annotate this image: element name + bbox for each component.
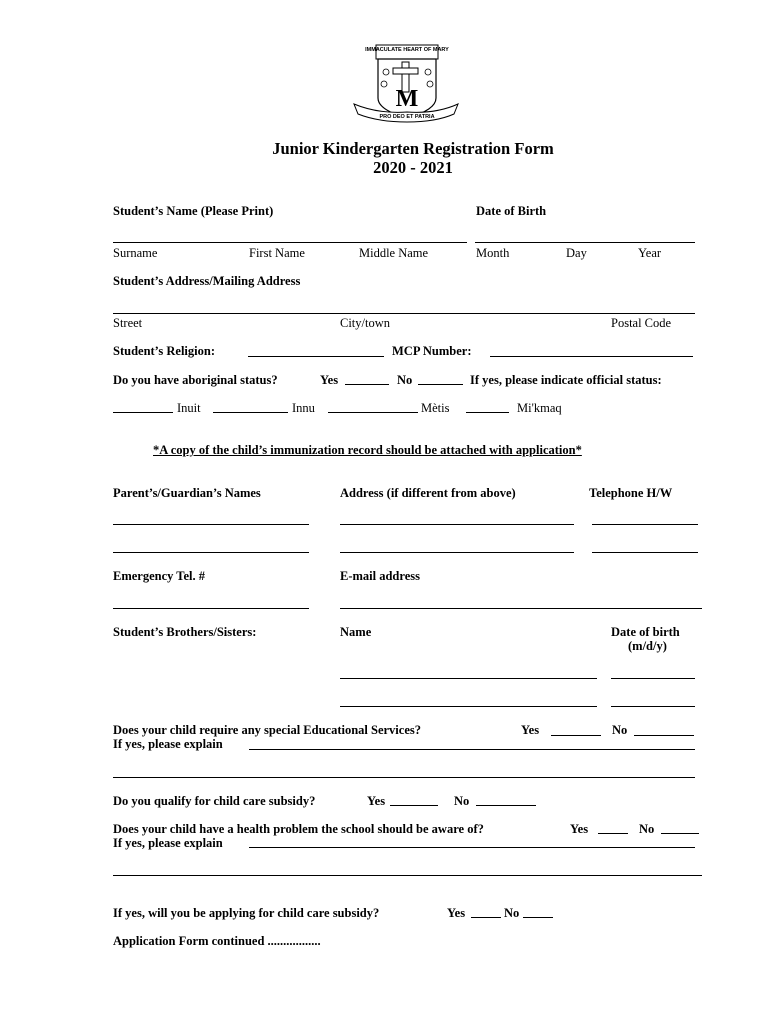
sibling-dob-field-2[interactable] [611, 706, 695, 707]
applying-no-field[interactable] [523, 917, 553, 918]
email-field[interactable] [340, 608, 702, 609]
surname-label: Surname [113, 246, 158, 260]
subsidy-no-field[interactable] [476, 805, 536, 806]
health-question: Does your child have a health problem the school should be aware of? [113, 822, 484, 836]
middle-name-label: Middle Name [359, 246, 429, 260]
special-ed-yes-field[interactable] [551, 735, 601, 736]
crest-top-text: IMMACULATE HEART OF MARY [365, 47, 449, 53]
religion-label: Student’s Religion: [113, 344, 215, 358]
school-crest-logo [348, 44, 464, 128]
address-label: Student’s Address/Mailing Address [113, 274, 301, 288]
subsidy-question: Do you qualify for child care subsidy? [113, 794, 316, 808]
form-title: Junior Kindergarten Registration Form [272, 139, 554, 158]
special-ed-explain-field-2[interactable] [113, 777, 695, 778]
metis-label: Mètis [421, 401, 450, 415]
subsidy-yes-label: Yes [367, 794, 386, 808]
health-no-field[interactable] [661, 833, 699, 834]
mcp-field[interactable] [490, 356, 693, 357]
applying-yes-label: Yes [447, 906, 466, 920]
aboriginal-status-label: If yes, please indicate official status: [470, 373, 662, 387]
subsidy-no-label: No [454, 794, 470, 808]
city-label: City/town [340, 316, 391, 330]
siblings-label: Student’s Brothers/Sisters: [113, 625, 257, 639]
parent-address-field-1[interactable] [340, 524, 574, 525]
innu-field[interactable] [213, 412, 288, 413]
special-ed-no-label: No [612, 723, 628, 737]
sibling-dob-field-1[interactable] [611, 678, 695, 679]
subsidy-yes-field[interactable] [390, 805, 438, 806]
parent-address-field-2[interactable] [340, 552, 574, 553]
form-continued-label: Application Form continued ................. [113, 934, 321, 948]
special-ed-question: Does your child require any special Educational Services? [113, 723, 421, 737]
special-ed-no-field[interactable] [634, 735, 694, 736]
address-field[interactable] [113, 313, 695, 314]
parents-address-label: Address (if different from above) [340, 486, 516, 500]
special-ed-explain-label: If yes, please explain [113, 737, 223, 751]
metis-field[interactable] [328, 412, 418, 413]
parents-phone-label: Telephone H/W [589, 486, 673, 500]
aboriginal-no-field[interactable] [418, 384, 463, 385]
special-ed-explain-field[interactable] [249, 749, 695, 750]
health-yes-field[interactable] [598, 833, 628, 834]
month-label: Month [476, 246, 510, 260]
parent-phone-field-1[interactable] [592, 524, 698, 525]
applying-yes-field[interactable] [471, 917, 501, 918]
postal-code-label: Postal Code [611, 316, 672, 330]
innu-label: Innu [292, 401, 315, 415]
sibling-dob-label: Date of birth [611, 625, 680, 639]
immunization-notice: *A copy of the child’s immunization record should be attached with application* [153, 443, 582, 457]
parent-phone-field-2[interactable] [592, 552, 698, 553]
sibling-name-field-1[interactable] [340, 678, 597, 679]
parents-names-label: Parent’s/Guardian’s Names [113, 486, 261, 500]
inuit-field[interactable] [113, 412, 173, 413]
emergency-tel-field[interactable] [113, 608, 309, 609]
student-name-label: Student’s Name (Please Print) [113, 204, 274, 218]
crest-motto: PRO DEO ET PATRIA [379, 114, 435, 120]
dob-field[interactable] [475, 242, 695, 243]
aboriginal-yes-field[interactable] [345, 384, 389, 385]
aboriginal-yes-label: Yes [320, 373, 339, 387]
mikmaq-field[interactable] [466, 412, 509, 413]
year-label: Year [638, 246, 662, 260]
day-label: Day [566, 246, 587, 260]
religion-field[interactable] [248, 356, 384, 357]
inuit-label: Inuit [177, 401, 201, 415]
crest-letter: M [395, 86, 419, 112]
health-no-label: No [639, 822, 655, 836]
emergency-tel-label: Emergency Tel. # [113, 569, 206, 583]
mcp-label: MCP Number: [392, 344, 472, 358]
form-year: 2020 - 2021 [373, 158, 453, 177]
applying-no-label: No [504, 906, 520, 920]
email-label: E-mail address [340, 569, 420, 583]
parent-name-field-2[interactable] [113, 552, 309, 553]
health-explain-field[interactable] [249, 847, 695, 848]
aboriginal-no-label: No [397, 373, 413, 387]
student-name-field[interactable] [113, 242, 467, 243]
sibling-dob-format: (m/d/y) [628, 639, 667, 653]
aboriginal-question: Do you have aboriginal status? [113, 373, 278, 387]
dob-label: Date of Birth [476, 204, 547, 218]
mikmaq-label: Mi'kmaq [517, 401, 562, 415]
parent-name-field-1[interactable] [113, 524, 309, 525]
sibling-name-field-2[interactable] [340, 706, 597, 707]
health-explain-field-2[interactable] [113, 875, 702, 876]
health-yes-label: Yes [570, 822, 589, 836]
street-label: Street [113, 316, 143, 330]
special-ed-yes-label: Yes [521, 723, 540, 737]
applying-question: If yes, will you be applying for child care subsidy? [113, 906, 380, 920]
first-name-label: First Name [249, 246, 305, 260]
sibling-name-label: Name [340, 625, 372, 639]
health-explain-label: If yes, please explain [113, 836, 223, 850]
